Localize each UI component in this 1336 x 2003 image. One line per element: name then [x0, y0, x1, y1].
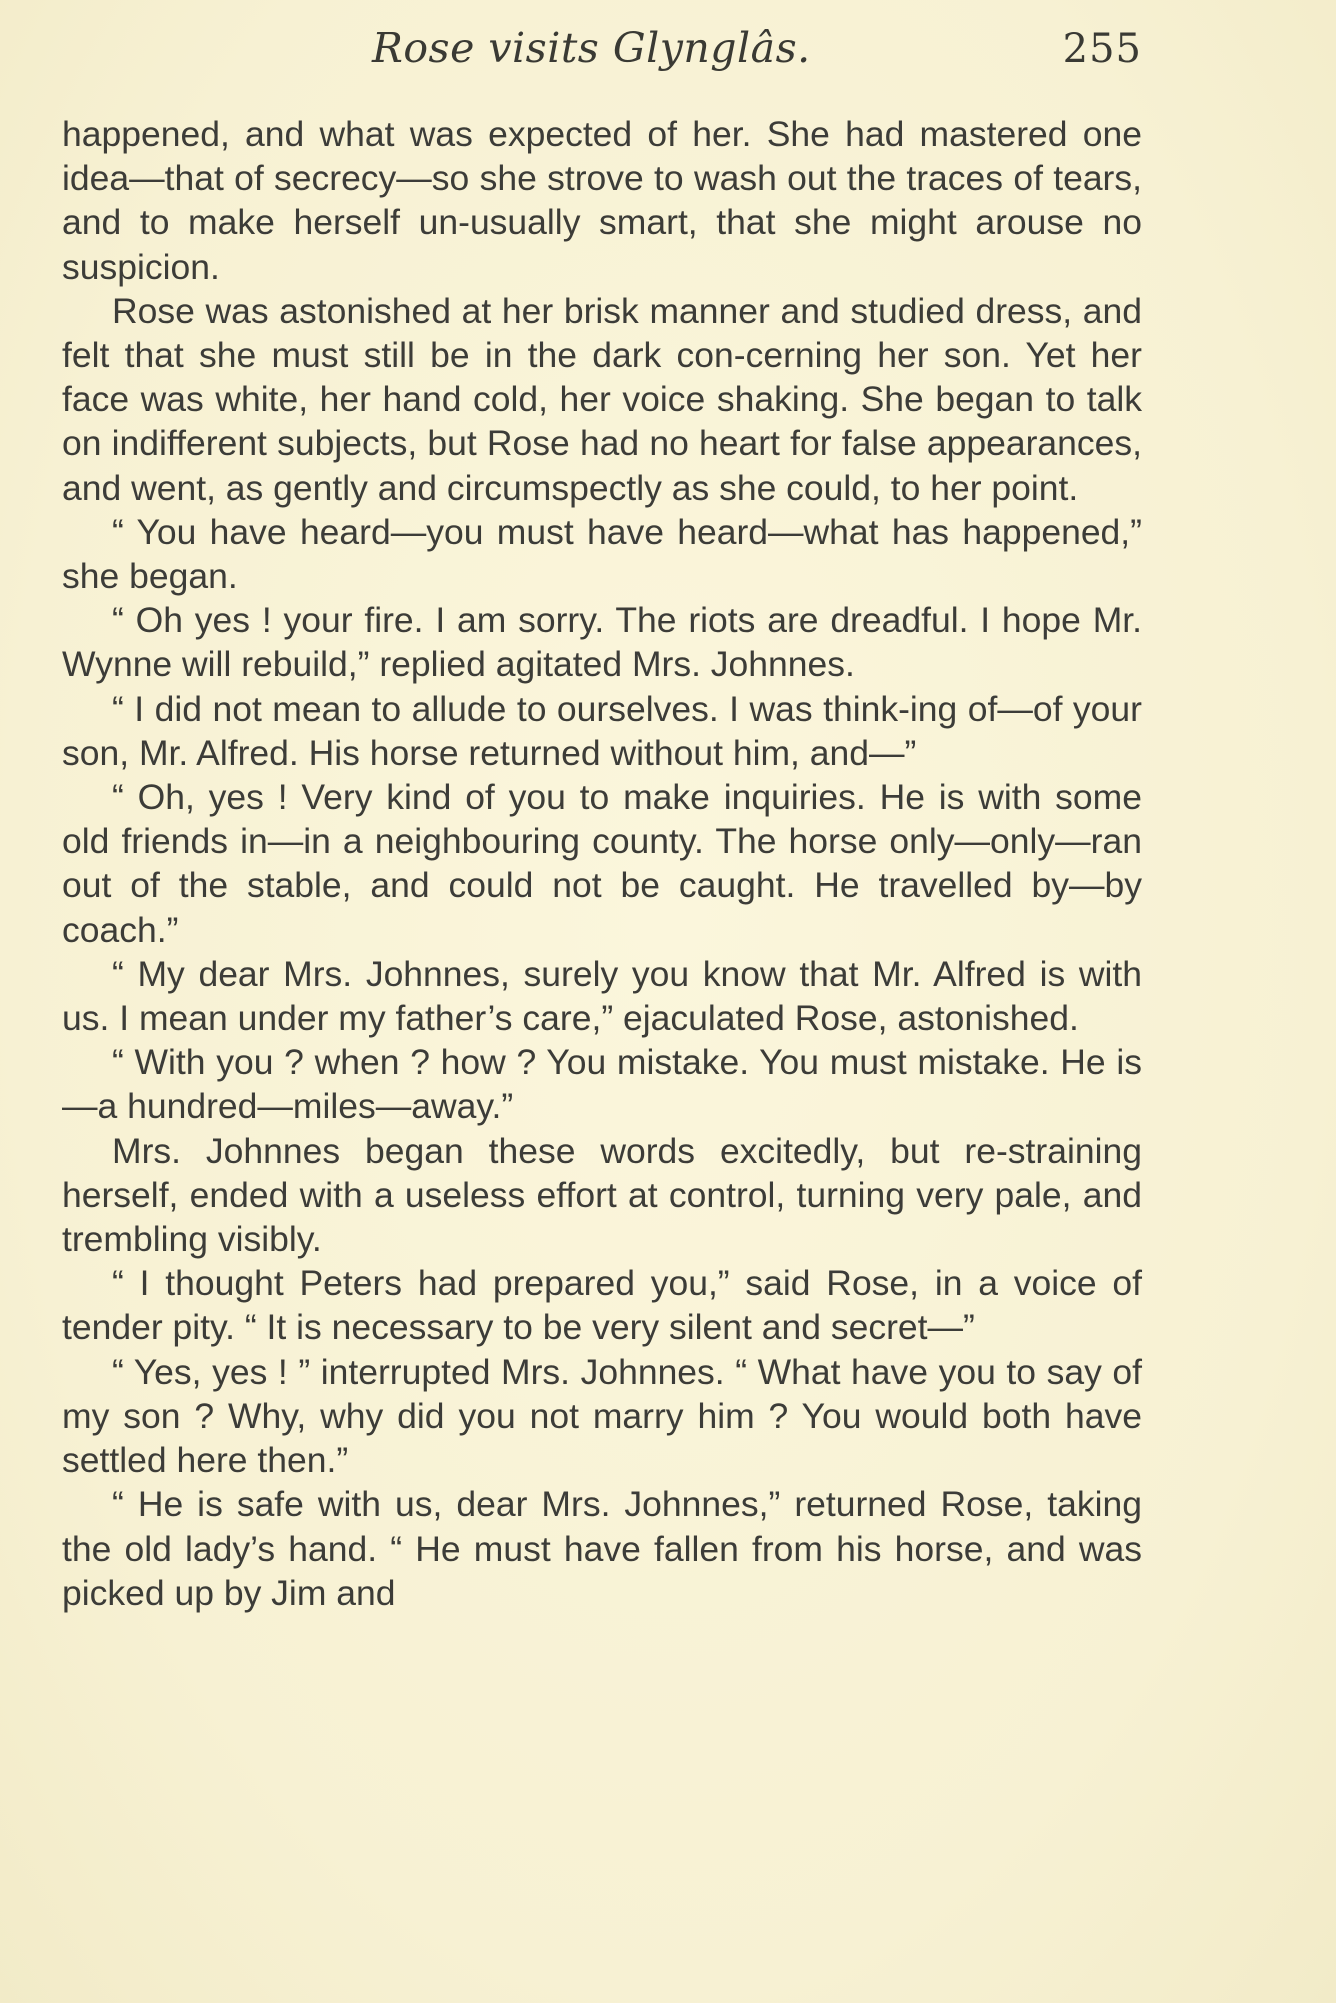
paragraph: “ You have heard—you must have heard—what has happened,” she began. [62, 511, 1142, 597]
page-header [62, 22, 1142, 82]
paragraph: “ My dear Mrs. Johnnes, surely you know that Mr. Alfred is with us. I mean under my father’s care,” ejaculated Rose, astonished. [62, 953, 1142, 1039]
body-text [62, 112, 1142, 1615]
paragraph: “ With you ? when ? how ? You mistake. You must mistake. He is—a hundred—miles—away.” [62, 1042, 1142, 1127]
paragraph: happened, and what was expected of her. She had mastered one idea—that of secrecy—so she strove to wash out the traces of tears, and to make herself un-usually smart, that she might arouse no suspicion. [62, 114, 1142, 287]
paragraph: Rose was astonished at her brisk manner and studied dress, and felt that she must still be in the dark con-cerning her son. Yet her face was white, her hand cold, her voice shaking. She began to talk on indifferent subjects, but Rose had no heart for false appearances, and went, as gently and circumspectly as she could, to her point. [62, 290, 1142, 508]
paragraph: “ Oh, yes ! Very kind of you to make inquiries. He is with some old friends in—in a neighbouring county. The horse only—only—ran out of the stable, and could not be caught. He travelled by—by coach.” [62, 777, 1142, 950]
paragraph: Mrs. Johnnes began these words excitedly, but re-straining herself, ended with a useless effort at control, turning very pale, and trembling visibly. [62, 1130, 1142, 1260]
paragraph: “ I thought Peters had prepared you,” said Rose, in a voice of tender pity. “ It is necessary to be very silent and secret—” [62, 1263, 1142, 1348]
page-number: 255 [1062, 26, 1142, 72]
running-title: Rose visits Glynglâs. [372, 24, 811, 72]
paragraph: “ He is safe with us, dear Mrs. Johnnes,” returned Rose, taking the old lady’s hand. “ He must have fallen from his horse, and was picked up by Jim and [62, 1484, 1142, 1613]
paragraph: “ I did not mean to allude to ourselves. I was think-ing of—of your son, Mr. Alfred. His horse returned without him, and—” [62, 688, 1142, 773]
paragraph: “ Oh yes ! your fire. I am sorry. The riots are dreadful. I hope Mr. Wynne will rebuild,” replied agitated Mrs. Johnnes. [62, 600, 1142, 685]
paragraph: “ Yes, yes ! ” interrupted Mrs. Johnnes. “ What have you to say of my son ? Why, why did you not marry him ? You would both have settled here then.” [62, 1351, 1142, 1481]
